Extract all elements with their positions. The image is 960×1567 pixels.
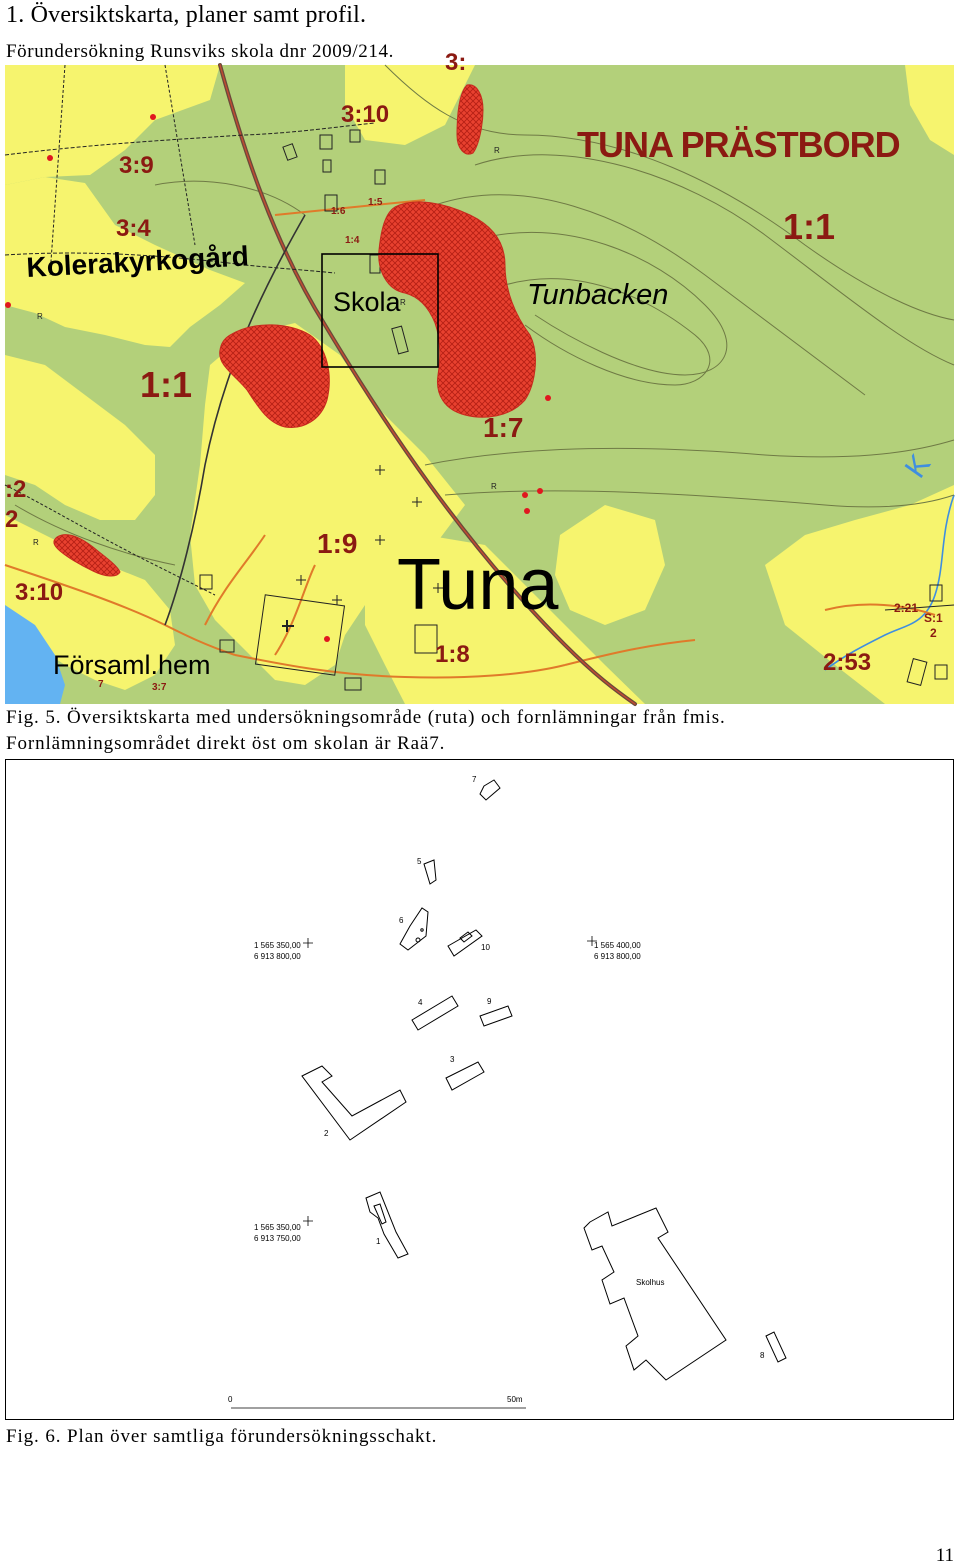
trench-label-6: 6 <box>399 916 404 925</box>
coord-3-y: 6 913 750,00 <box>254 1234 301 1243</box>
parcel-2-east: 2 <box>930 626 937 640</box>
trench-3 <box>446 1062 484 1090</box>
parcel-1-5: 1:5 <box>368 197 383 208</box>
label-skola: Skola <box>333 287 401 317</box>
coordinate-markers <box>303 936 597 1226</box>
coord-1-x: 1 565 350,00 <box>254 941 301 950</box>
school-building <box>584 1208 726 1380</box>
parcel-1-8: 1:8 <box>435 641 470 668</box>
trench-1 <box>366 1192 408 1258</box>
trench-label-5: 5 <box>417 857 422 866</box>
trench-label-1: 1 <box>376 1237 381 1246</box>
parcel-3-10-west: 3:10 <box>15 579 64 606</box>
ruin-symbol: R <box>494 146 500 155</box>
scale-start: 0 <box>228 1395 233 1404</box>
fig5-caption-line1: Fig. 5. Översiktskarta med undersökningsområde (ruta) och fornlämningar från fmis. <box>6 707 726 728</box>
trench-label-7: 7 <box>472 775 477 784</box>
stream-label: K <box>898 448 938 485</box>
ruin-symbol: R <box>400 298 406 307</box>
trench-6 <box>400 908 428 950</box>
trench-9 <box>480 1006 512 1026</box>
coord-1-y: 6 913 800,00 <box>254 952 301 961</box>
trench-6-mark <box>421 929 423 931</box>
label-tuna: Tuna <box>397 545 559 625</box>
label-forsaml-hem: Församl.hem <box>53 650 211 680</box>
coordinate-labels <box>254 941 641 1243</box>
trench-1-inner <box>374 1204 386 1224</box>
trench-label-10: 10 <box>481 943 490 952</box>
ruin-symbol: R <box>33 538 39 547</box>
school-building-label: Skolhus <box>636 1278 665 1287</box>
trench-label-4: 4 <box>418 998 423 1007</box>
ruin-symbol: R <box>491 482 497 491</box>
label-tuna-prastbord: TUNA PRÄSTBORD <box>577 124 900 165</box>
trench-8 <box>766 1332 786 1362</box>
trench-label-3: 3 <box>450 1055 455 1064</box>
parcel-7: 7 <box>98 679 104 690</box>
scale-end: 50m <box>507 1395 523 1404</box>
ruin-symbol: R <box>37 312 43 321</box>
trench-6-mark <box>416 938 420 942</box>
page-number: 11 <box>935 1545 954 1566</box>
parcel-2-53: 2:53 <box>823 649 872 676</box>
trench-5 <box>424 860 436 884</box>
parcel-3-4: 3:4 <box>116 215 151 242</box>
parcel-1-1-west: 1:1 <box>140 364 193 405</box>
page-heading: 1. Översiktskarta, planer samt profil. <box>6 2 367 28</box>
parcel-3-top: 3: <box>445 49 467 76</box>
coord-3-x: 1 565 350,00 <box>254 1223 301 1232</box>
trench-outlines <box>302 780 786 1380</box>
trench-7 <box>480 780 500 800</box>
parcel-2-21: 2:21 <box>894 601 919 615</box>
parcel-1-4: 1:4 <box>345 235 360 246</box>
trench-10-inner <box>460 932 472 942</box>
parcel-s-1: S:1 <box>924 611 943 625</box>
parcel-1-6: 1:6 <box>331 206 346 217</box>
trench-plan-svg <box>6 760 953 1419</box>
parcel-3-7: 3:7 <box>152 682 167 693</box>
parcel-2-colon: :2 <box>5 476 27 503</box>
parcel-1-1-east: 1:1 <box>783 206 836 247</box>
trench-label-2: 2 <box>324 1129 329 1138</box>
trench-label-8: 8 <box>760 1351 765 1360</box>
fig6-caption: Fig. 6. Plan över samtliga förundersökningsschakt. <box>6 1426 438 1447</box>
label-tunbacken: Tunbacken <box>527 279 669 311</box>
page-subheading: Förundersökning Runsviks skola dnr 2009/214. <box>6 41 394 62</box>
parcel-1-7: 1:7 <box>483 412 524 443</box>
trench-2 <box>302 1066 406 1140</box>
fig5-caption-line2: Fornlämningsområdet direkt öst om skolan är Raä7. <box>6 733 446 754</box>
label-kolerakyrkogard: Kolerakyrkogård <box>25 240 250 283</box>
trench-labels <box>324 775 765 1360</box>
coord-2-y: 6 913 800,00 <box>594 952 641 961</box>
parcel-3-10: 3:10 <box>341 101 390 128</box>
trench-label-9: 9 <box>487 997 492 1006</box>
parcel-1-9: 1:9 <box>317 528 358 559</box>
parcel-2-west: 2 <box>5 506 19 533</box>
parcel-3-9: 3:9 <box>119 152 154 179</box>
coord-2-x: 1 565 400,00 <box>594 941 641 950</box>
trench-plan <box>5 759 954 1420</box>
